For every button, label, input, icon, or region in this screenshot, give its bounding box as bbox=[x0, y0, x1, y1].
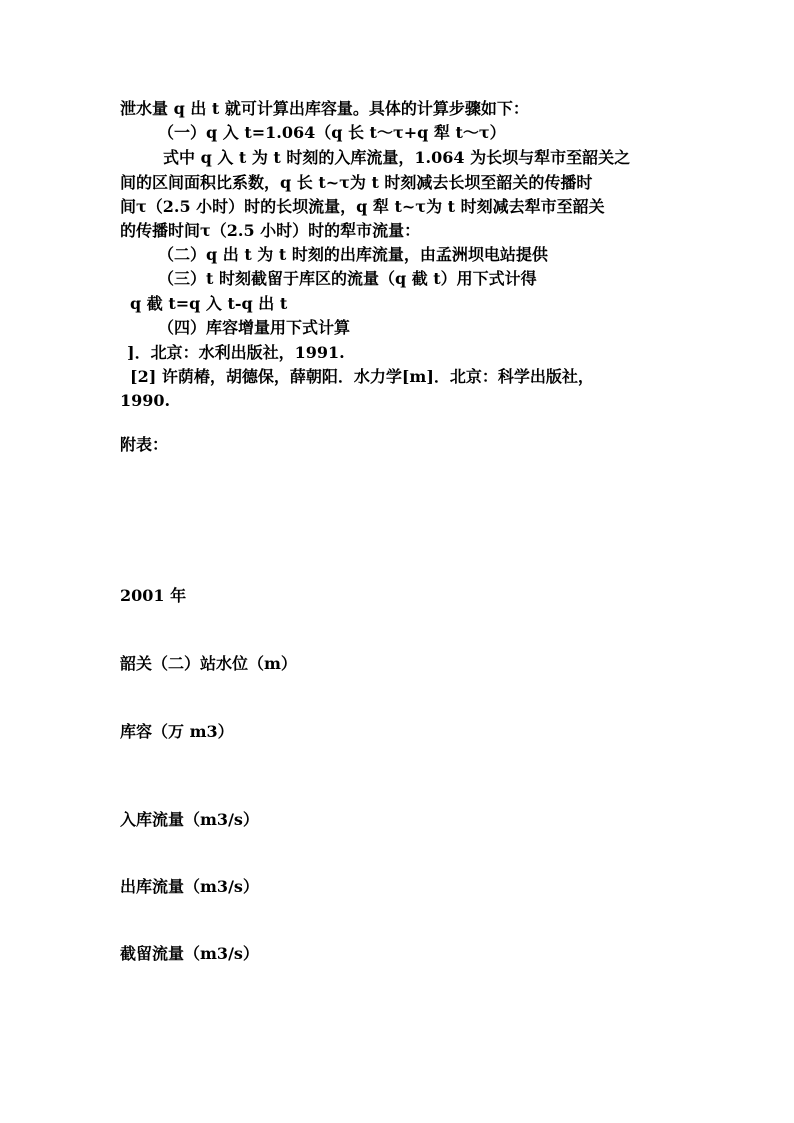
reference-1-tail: ]．北京：水利出版社，1991. bbox=[127, 343, 345, 362]
formula-explanation-line-3: 间τ（2.5 小时）时的长坝流量，q 犁 t~τ为 t 时刻减去犁市至韶关 bbox=[120, 197, 605, 216]
formula-explanation-line-1: 式中 q 入 t 为 t 时刻的入库流量，1.064 为长坝与犁市至韶关之 bbox=[163, 148, 631, 167]
retention-formula: q 截 t=q 入 t-q 出 t bbox=[130, 294, 288, 313]
formula-explanation-line-4: 的传播时间τ（2.5 小时）时的犁市流量： bbox=[120, 221, 421, 240]
table-header-storage: 库容（万 m3） bbox=[120, 722, 234, 741]
table-header-retention: 截留流量（m3/s） bbox=[120, 944, 259, 963]
formula-explanation-line-2: 间的区间面积比系数，q 长 t~τ为 t 时刻减去长坝至韶关的传播时 bbox=[120, 173, 593, 192]
step-one-formula: （一）q 入 t=1.064（q 长 t～τ+q 犁 t～τ） bbox=[158, 123, 506, 142]
table-header-outflow: 出库流量（m3/s） bbox=[120, 877, 259, 896]
table-header-water-level: 韶关（二）站水位（m） bbox=[120, 654, 297, 673]
appendix-label: 附表： bbox=[120, 435, 169, 454]
step-four: （四）库容增量用下式计算 bbox=[158, 318, 351, 337]
table-header-inflow: 入库流量（m3/s） bbox=[120, 810, 259, 829]
step-two: （二）q 出 t 为 t 时刻的出库流量，由孟洲坝电站提供 bbox=[158, 245, 548, 264]
step-three: （三）t 时刻截留于库区的流量（q 截 t）用下式计得 bbox=[158, 269, 537, 288]
reference-2: [2] 许荫椿，胡德保，薛朝阳．水力学[m]．北京：科学出版社， bbox=[130, 367, 594, 386]
paragraph-intro: 泄水量 q 出 t 就可计算出库容量。具体的计算步骤如下： bbox=[120, 99, 529, 118]
reference-2-year: 1990. bbox=[120, 391, 171, 410]
table-year-header: 2001 年 bbox=[120, 586, 187, 605]
